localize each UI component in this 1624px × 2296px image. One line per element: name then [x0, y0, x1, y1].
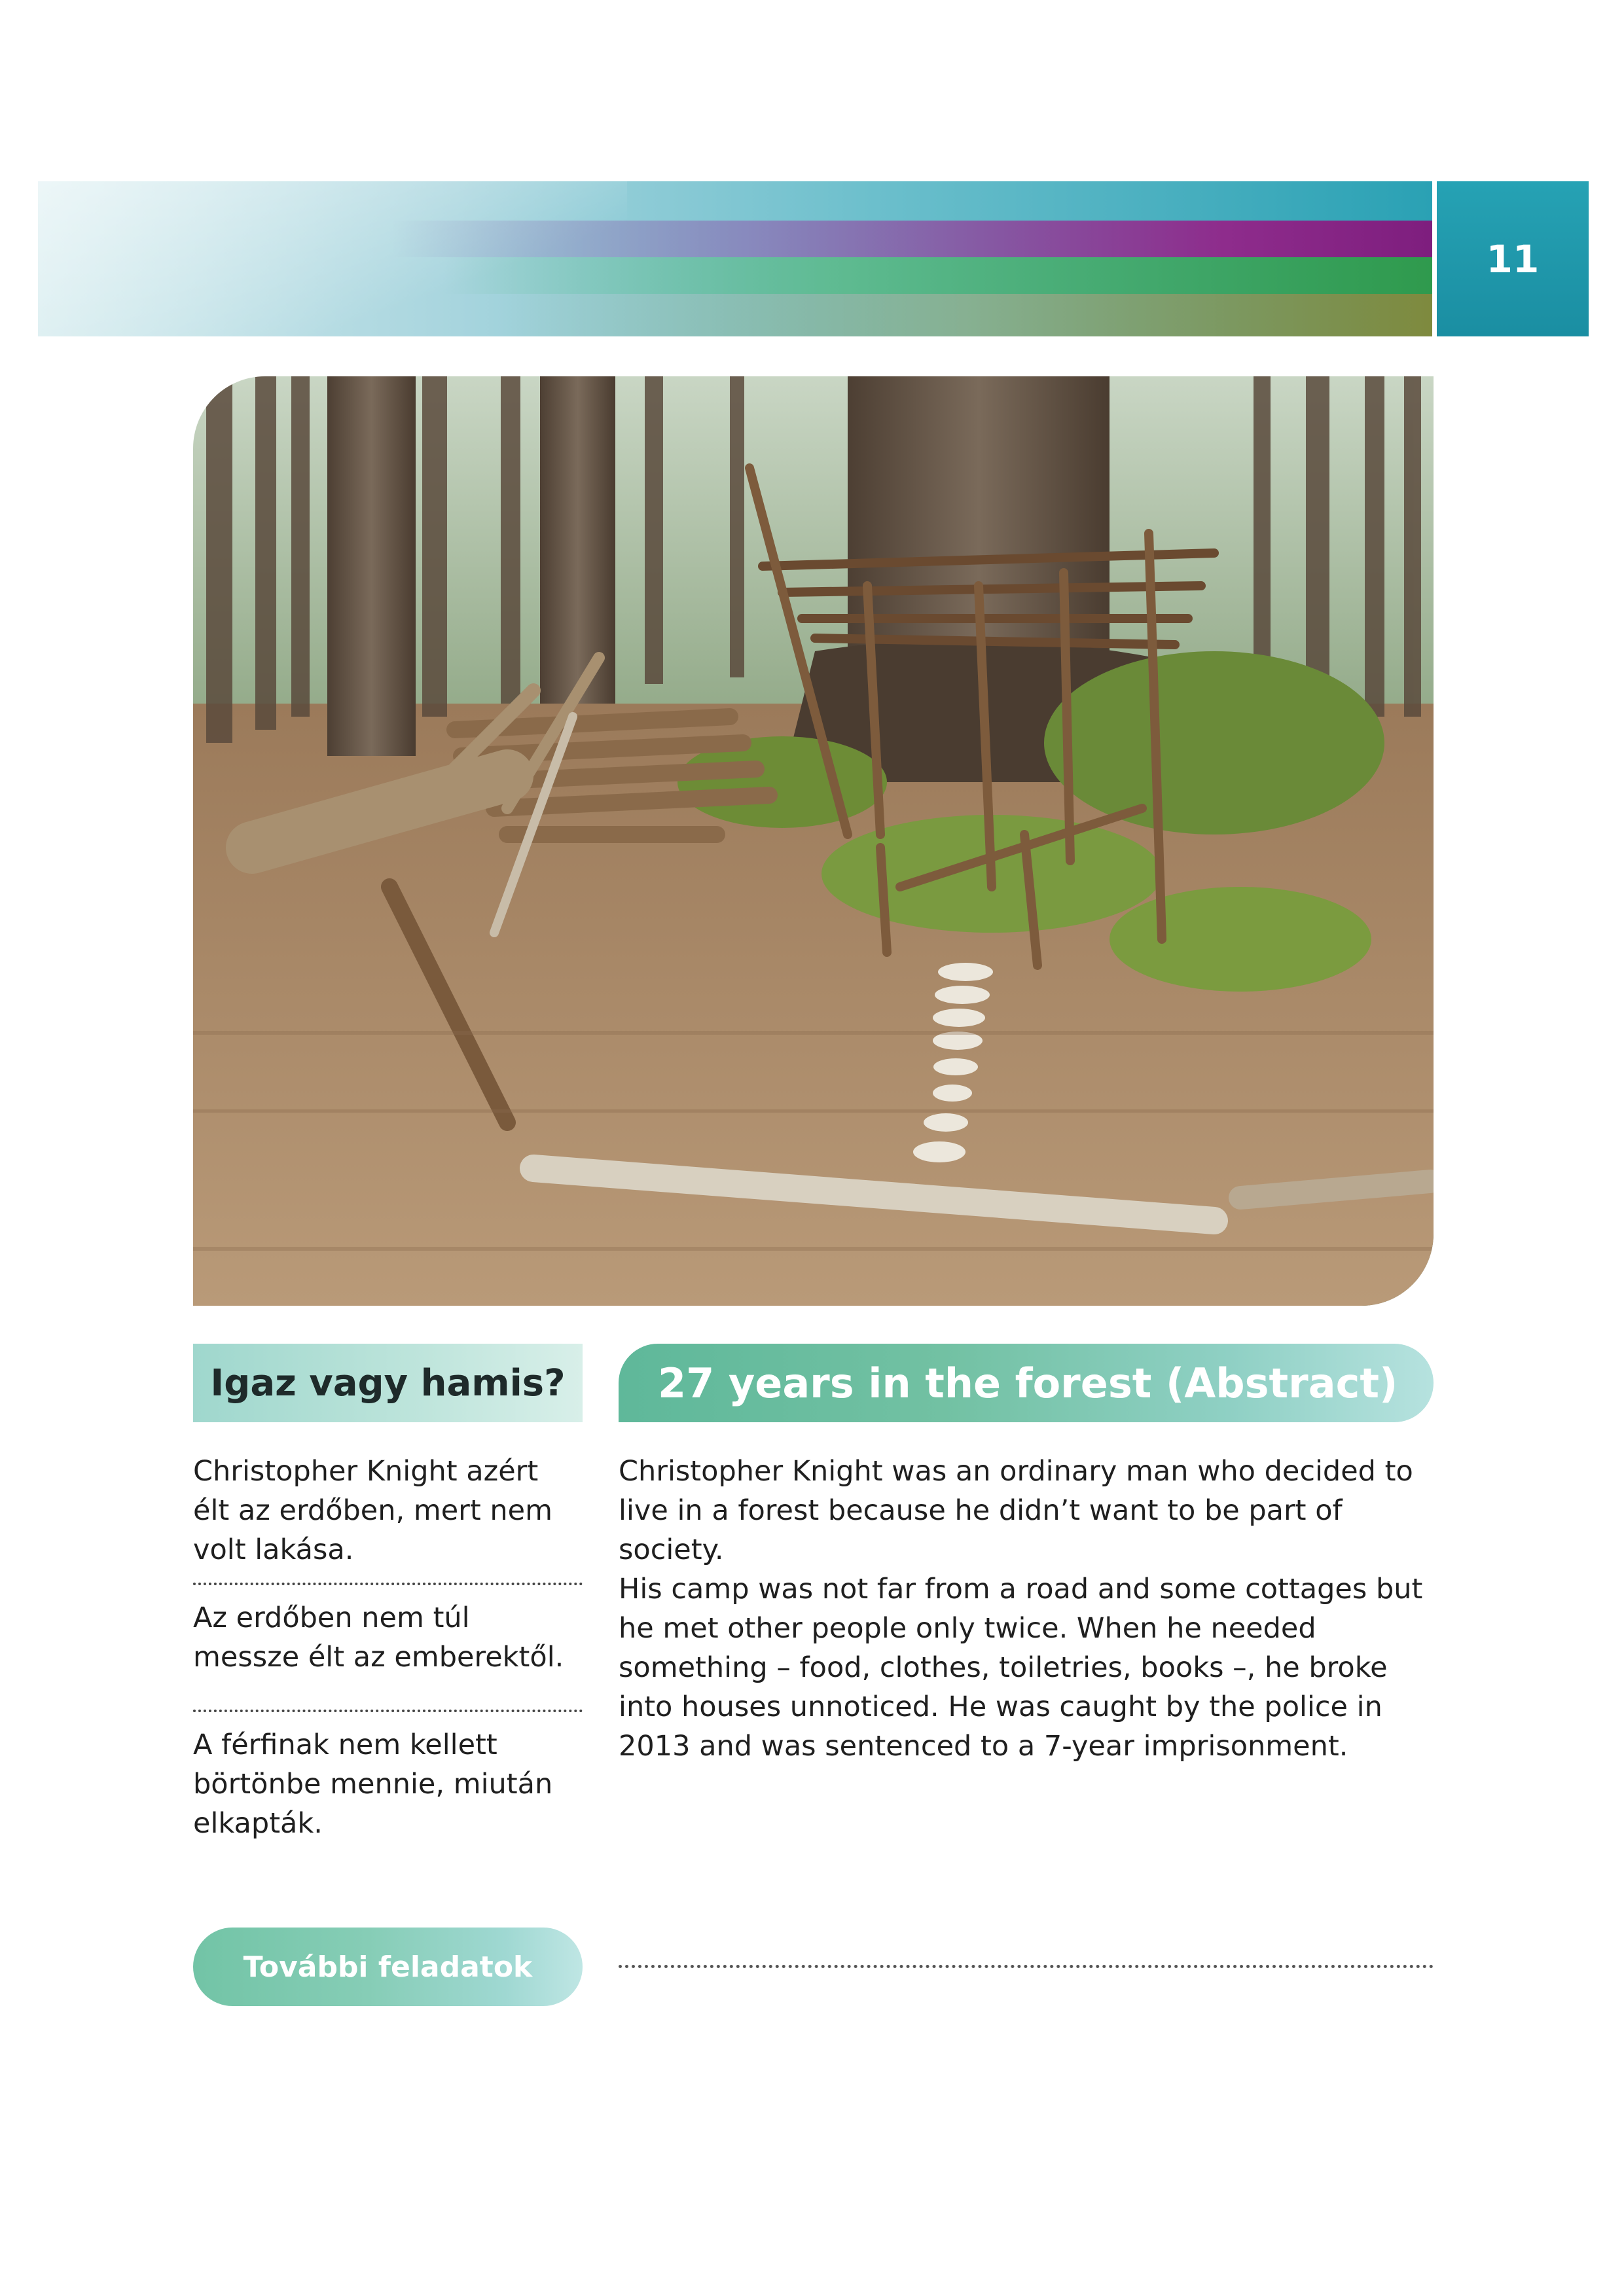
forest-shelter-image	[193, 376, 1434, 1306]
abstract-paragraph-1: Christopher Knight was an ordinary man who decided to live in a forest because he didn’t want to be part of society.	[619, 1455, 1413, 1566]
forest-shelter-photo	[193, 376, 1434, 1306]
abstract-heading-box	[619, 1344, 1434, 1422]
true-false-heading-box	[193, 1344, 583, 1422]
more-tasks-label: További feladatok	[243, 1950, 533, 1984]
true-false-heading: Igaz vagy hamis?	[210, 1361, 566, 1405]
statement-2: Az erdőben nem túl messze élt az emberektől.	[193, 1602, 564, 1674]
header-banner	[38, 181, 1432, 336]
abstract-text	[619, 1452, 1434, 1766]
true-false-statements	[193, 1452, 583, 1843]
page-number: 11	[1486, 236, 1540, 281]
page-number-box	[1437, 181, 1589, 336]
banner-stripe-green	[444, 257, 1432, 294]
abstract-paragraph-2: His camp was not far from a road and some cottages but he met other people only twice. When he needed something – food, clothes, toiletries, books –, he broke into houses unnoticed. He was caught by the police in 2013 and was sentenced to a 7-year imprisonment.	[619, 1573, 1423, 1763]
more-tasks-answer-line[interactable]	[619, 1965, 1434, 1968]
banner-stripe-olive	[496, 294, 1432, 336]
statement-3: A férfinak nem kellett börtönbe mennie, miután elkapták.	[193, 1729, 553, 1840]
banner-stripe-purple	[391, 221, 1432, 257]
more-tasks-button[interactable]	[193, 1928, 583, 2006]
statement-1: Christopher Knight azért élt az erdőben, mert nem volt lakása.	[193, 1455, 552, 1566]
abstract-heading: 27 years in the forest (Abstract)	[658, 1359, 1398, 1407]
